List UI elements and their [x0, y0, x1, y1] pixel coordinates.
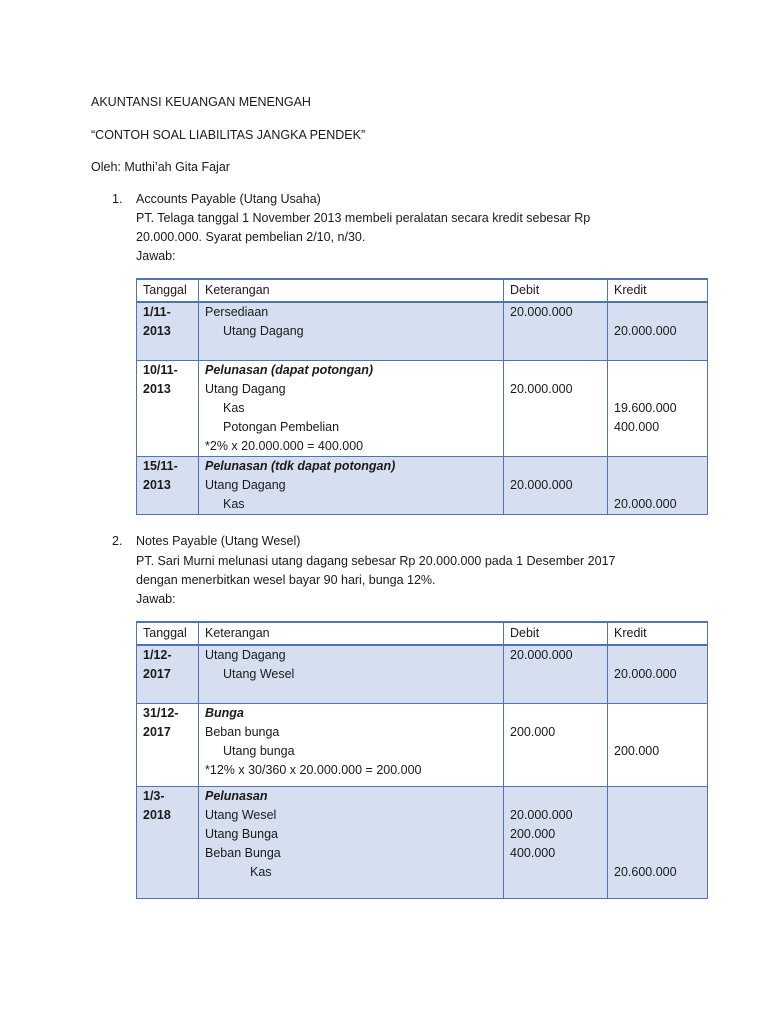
debit-account: Utang Bunga — [205, 826, 278, 841]
credit-amount: 400.000 — [614, 419, 660, 434]
debit-account: Utang Dagang — [205, 477, 286, 492]
debit-amount: 20.000.000 — [510, 807, 573, 822]
calculation-note: *12% x 30/360 x 20.000.000 = 200.000 — [205, 762, 422, 777]
credit-account: Potongan Pembelian — [223, 419, 340, 434]
date-cell — [137, 456, 199, 514]
credit-amount: 20.000.000 — [614, 496, 677, 511]
date-line: 1/11- — [143, 305, 171, 319]
date-cell — [137, 302, 199, 360]
table-header-row — [137, 622, 708, 645]
debit-cell — [504, 456, 608, 514]
section-1-answer-label: Jawab: — [136, 249, 176, 263]
date-cell — [137, 645, 199, 703]
credit-account: Kas — [250, 864, 272, 879]
credit-amount: 20.600.000 — [614, 864, 677, 879]
credit-cell — [608, 645, 708, 703]
description-cell — [199, 703, 504, 786]
credit-account: Utang bunga — [223, 743, 295, 758]
debit-account: Utang Dagang — [205, 381, 286, 396]
credit-cell — [608, 703, 708, 786]
date-year: 2013 — [143, 381, 171, 396]
credit-cell — [608, 360, 708, 456]
entry-caption: Pelunasan — [205, 788, 268, 803]
document-author: Oleh: Muthi’ah Gita Fajar — [91, 160, 230, 174]
date-line: 31/12- — [143, 705, 179, 720]
section-2-answer-label: Jawab: — [136, 592, 176, 606]
debit-amount: 20.000.000 — [510, 477, 573, 492]
section-1-number: 1. — [112, 192, 123, 206]
debit-amount: 20.000.000 — [510, 381, 573, 396]
date-cell — [137, 360, 199, 456]
table-row — [137, 703, 708, 786]
debit-cell — [504, 645, 608, 703]
section-2-problem-line-1: PT. Sari Murni melunasi utang dagang sebesar Rp 20.000.000 pada 1 Desember 2017 — [136, 554, 616, 568]
credit-amount: 200.000 — [614, 743, 660, 758]
document-subtitle: “CONTOH SOAL LIABILITAS JANGKA PENDEK” — [91, 128, 366, 142]
description-cell — [199, 456, 504, 514]
credit-amount: 20.000.000 — [614, 324, 677, 338]
table-row — [137, 786, 708, 898]
table-row — [137, 360, 708, 456]
date-line: 1/3- — [143, 788, 165, 803]
section-2-heading: Notes Payable (Utang Wesel) — [136, 534, 301, 548]
date-year: 2017 — [143, 667, 171, 681]
date-cell — [137, 786, 199, 898]
header-kredit: Kredit — [608, 622, 708, 645]
entry-caption: Pelunasan (tdk dapat potongan) — [205, 458, 396, 473]
header-debit: Debit — [504, 622, 608, 645]
description-cell — [199, 786, 504, 898]
header-keterangan: Keterangan — [199, 622, 504, 645]
description-cell — [199, 302, 504, 360]
debit-cell — [504, 302, 608, 360]
description-cell — [199, 645, 504, 703]
debit-amount: 20.000.000 — [510, 648, 573, 662]
section-1-problem-line-2: 20.000.000. Syarat pembelian 2/10, n/30. — [136, 230, 366, 244]
entry-caption: Bunga — [205, 705, 244, 720]
debit-account: Utang Dagang — [205, 648, 286, 662]
debit-cell — [504, 703, 608, 786]
date-year: 2018 — [143, 807, 171, 822]
credit-cell — [608, 302, 708, 360]
date-year: 2017 — [143, 724, 171, 739]
table-header-row — [137, 279, 708, 302]
header-keterangan: Keterangan — [199, 279, 504, 302]
header-tanggal: Tanggal — [137, 279, 199, 302]
calculation-note: *2% x 20.000.000 = 400.000 — [205, 438, 364, 453]
date-line: 15/11- — [143, 458, 178, 473]
header-tanggal: Tanggal — [137, 622, 199, 645]
debit-account: Utang Wesel — [205, 807, 277, 822]
date-year: 2013 — [143, 477, 171, 492]
journal-table-2 — [136, 621, 708, 899]
debit-account: Beban Bunga — [205, 845, 281, 860]
header-debit: Debit — [504, 279, 608, 302]
date-line: 1/12- — [143, 648, 172, 662]
debit-amount: 20.000.000 — [510, 305, 573, 319]
credit-account: Kas — [223, 496, 245, 511]
credit-amount: 19.600.000 — [614, 400, 677, 415]
credit-amount: 20.000.000 — [614, 667, 677, 681]
journal-table-1 — [136, 278, 708, 515]
table-row — [137, 456, 708, 514]
debit-amount: 200.000 — [510, 724, 556, 739]
debit-amount: 200.000 — [510, 826, 556, 841]
document-title: AKUNTANSI KEUANGAN MENENGAH — [91, 95, 311, 109]
description-cell — [199, 360, 504, 456]
credit-cell — [608, 786, 708, 898]
debit-cell — [504, 360, 608, 456]
credit-cell — [608, 456, 708, 514]
debit-account: Persediaan — [205, 305, 269, 319]
credit-account: Utang Dagang — [223, 324, 304, 338]
section-1-problem-line-1: PT. Telaga tanggal 1 November 2013 membeli peralatan secara kredit sebesar Rp — [136, 211, 591, 225]
debit-amount: 400.000 — [510, 845, 556, 860]
credit-account: Utang Wesel — [223, 667, 295, 681]
header-kredit: Kredit — [608, 279, 708, 302]
table-row — [137, 302, 708, 360]
debit-account: Beban bunga — [205, 724, 280, 739]
date-line: 10/11- — [143, 362, 178, 377]
debit-cell — [504, 786, 608, 898]
credit-account: Kas — [223, 400, 245, 415]
table-row — [137, 645, 708, 703]
section-1-heading: Accounts Payable (Utang Usaha) — [136, 192, 321, 206]
date-cell — [137, 703, 199, 786]
section-2-number: 2. — [112, 534, 123, 548]
date-year: 2013 — [143, 324, 171, 338]
entry-caption: Pelunasan (dapat potongan) — [205, 362, 374, 377]
section-2-problem-line-2: dengan menerbitkan wesel bayar 90 hari, bunga 12%. — [136, 573, 436, 587]
